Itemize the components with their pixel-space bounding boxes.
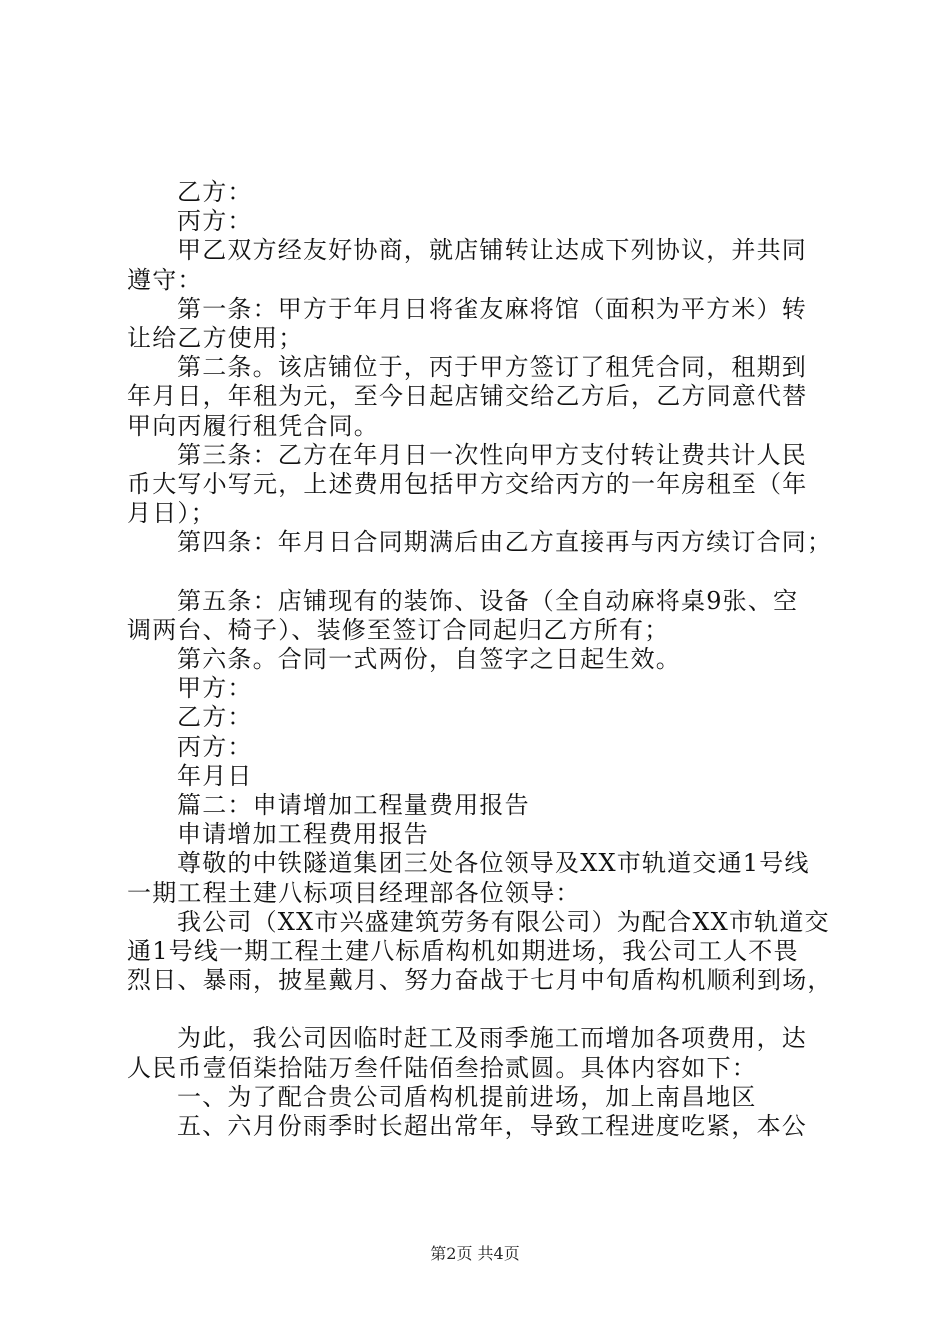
text-line: 让给乙方使用； <box>127 323 304 352</box>
text-line: 乙方： <box>177 703 253 732</box>
text-line: 第五条：店铺现有的装饰、设备（全自动麻将桌9张、空 <box>177 586 799 615</box>
text-line: 五、六月份雨季时长超出常年，导致工程进度吃紧，本公 <box>177 1112 807 1140</box>
text-line: 甲向丙履行租凭合同。 <box>127 411 379 440</box>
text-line: 通1号线一期工程土建八标盾构机如期进场，我公司工人不畏 <box>127 936 799 965</box>
text-line: 烈日、暴雨，披星戴月、努力奋战于七月中旬盾构机顺利到场， <box>127 966 833 995</box>
blank-line <box>127 995 839 1024</box>
text-line: 年月日，年租为元，至今日起店铺交给乙方后，乙方同意代替 <box>127 382 808 411</box>
text-line: 申请增加工程费用报告 <box>177 820 429 849</box>
text-line: 年月日 <box>177 761 253 790</box>
text-line: 丙方： <box>177 732 253 761</box>
text-line: 甲方： <box>177 674 253 703</box>
text-line: 第二条。该店铺位于，丙于甲方签订了租凭合同，租期到 <box>177 353 807 382</box>
text-line: 人民币壹佰柒拾陆万叁仟陆佰叁拾贰圆。具体内容如下： <box>127 1053 757 1082</box>
text-line: 篇二：申请增加工程量费用报告 <box>177 790 530 819</box>
text-line: 乙方： <box>177 178 253 206</box>
text-line: 丙方： <box>177 207 253 236</box>
page-number-footer: 第2页 共4页 <box>430 1244 520 1263</box>
text-line: 为此，我公司因临时赶工及雨季施工而增加各项费用，达 <box>177 1024 807 1053</box>
text-line: 一、为了配合贵公司盾构机提前进场，加上南昌地区 <box>177 1082 757 1111</box>
text-line: 币大写小写元，上述费用包括甲方交给丙方的一年房租至（年 <box>127 469 808 498</box>
text-line: 第一条：甲方于年月日将雀友麻将馆（面积为平方米）转 <box>177 294 807 323</box>
text-line: 甲乙双方经友好协商，就店铺转让达成下列协议，并共同 <box>177 236 807 265</box>
text-line: 遵守： <box>127 265 203 294</box>
document-body <box>127 178 839 1141</box>
text-line: 第三条：乙方在年月日一次性向甲方支付转让费共计人民 <box>177 440 807 469</box>
text-line: 一期工程土建八标项目经理部各位领导： <box>127 878 581 907</box>
text-line: 月日）； <box>127 499 216 528</box>
text-line: 我公司（XX市兴盛建筑劳务有限公司）为配合XX市轨道交 <box>177 907 830 936</box>
blank-line <box>127 557 839 586</box>
text-line: 第六条。合同一式两份，自签字之日起生效。 <box>177 645 681 673</box>
text-line: 调两台、椅子）、装修至签订合同起归乙方所有； <box>127 615 670 644</box>
text-line: 第四条：年月日合同期满后由乙方直接再与丙方续订合同； <box>177 528 833 557</box>
text-line: 尊敬的中铁隧道集团三处各位领导及XX市轨道交通1号线 <box>177 849 810 878</box>
